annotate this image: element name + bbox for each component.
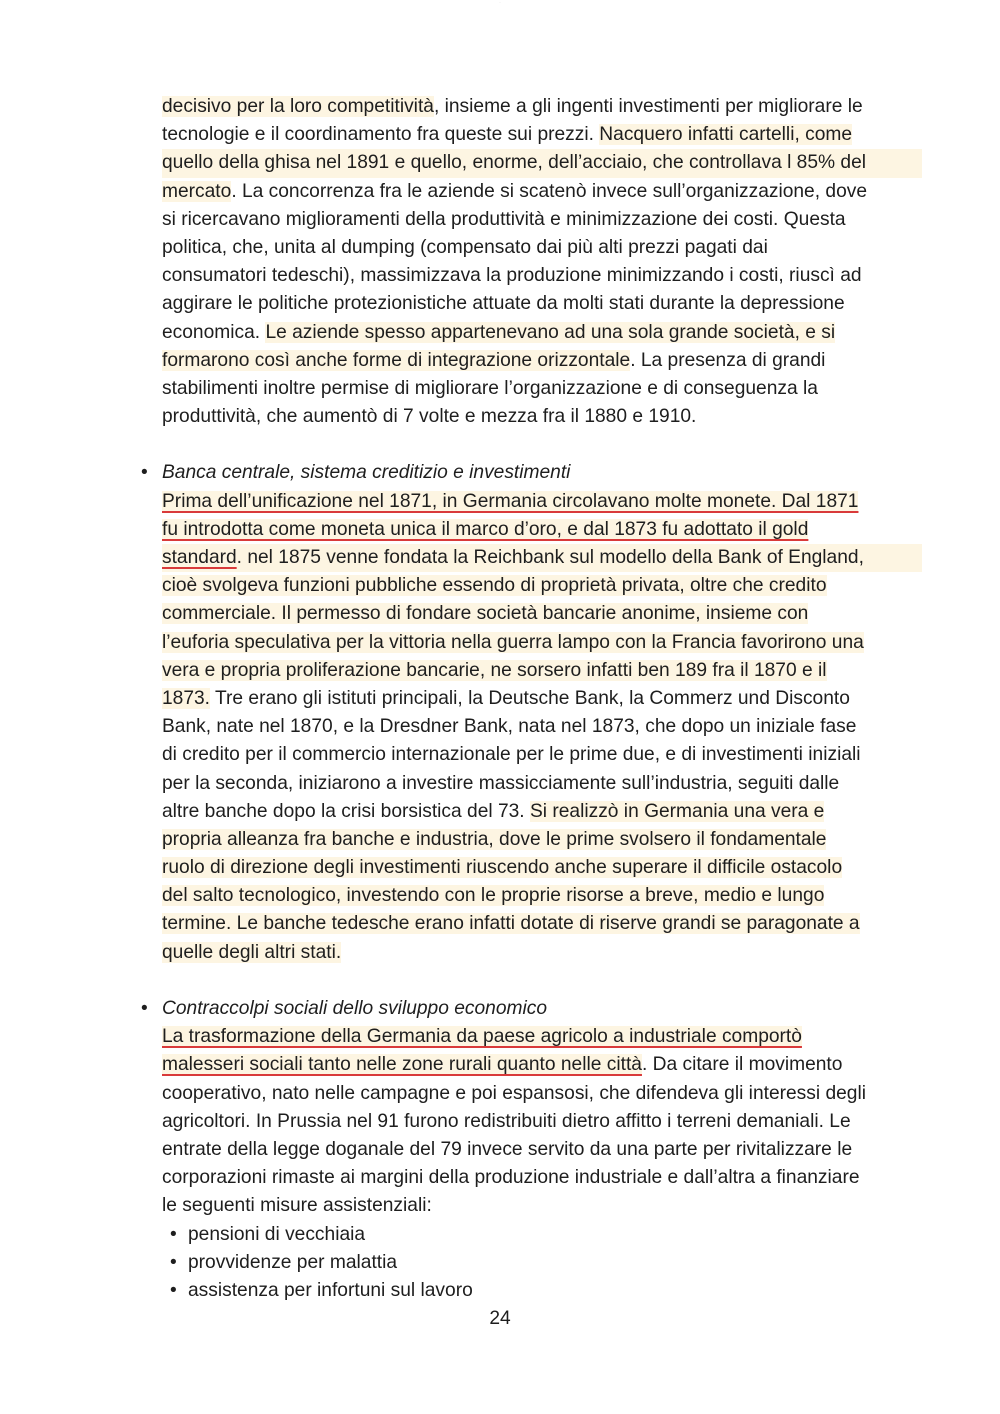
list-item-text: provvidenze per malattia	[188, 1251, 398, 1273]
text-line: per la seconda, iniziarono a investire massicciamente sull’industria, seguiti dalle	[162, 772, 840, 794]
header-mark: -	[499, 0, 501, 4]
text: Tre erano gli istituti principali, la Deutsche Bank, la Commerz und Disconto	[210, 687, 850, 709]
text-line-highlighted	[162, 544, 922, 572]
text-line: agricoltori. In Prussia nel 91 furono redistribuiti dietro affitto i terreni demaniali. Le	[162, 1110, 851, 1132]
highlight: Si realizzò in Germania una vera e	[529, 800, 825, 822]
bullet-icon: •	[141, 998, 148, 1020]
text-line	[162, 939, 922, 967]
text-line	[162, 826, 922, 854]
text-line	[162, 347, 922, 375]
section-title: Banca centrale, sistema creditizio e investimenti	[162, 462, 571, 484]
list-item-text: assistenza per infortuni sul lavoro	[188, 1279, 473, 1301]
text: . La concorrenza fra le aziende si scatenò invece sull’organizzazione, dove	[231, 180, 868, 202]
paragraph-contraccolpi	[162, 1023, 922, 1220]
text-line	[162, 488, 922, 516]
text-line	[162, 319, 922, 347]
text-line	[162, 685, 922, 713]
text-line: consumatori tedeschi), massimizzava la produzione minimizzando i costi, riuscì ad	[162, 265, 862, 287]
highlight: ruolo di direzione degli investimenti riuscendo anche superare il difficile ostacolo	[162, 857, 843, 879]
text-line	[162, 854, 922, 882]
highlight: l’euforia speculativa per la vittoria nella guerra lampo con la Francia favorirono una	[162, 631, 864, 653]
text: altre banche dopo la crisi borsistica del 73.	[162, 800, 530, 822]
text: . La presenza di grandi	[630, 349, 826, 371]
text-line: cooperativo, nato nelle campagne e poi espansosi, che difendeva gli interessi degli	[162, 1082, 866, 1104]
text: tecnologie e il coordinamento fra queste sui prezzi.	[162, 124, 600, 146]
text-line: aggirare le politiche protezionistiche attuate da molti stati durante la depressione	[162, 293, 845, 315]
text-line	[162, 572, 922, 600]
text-line: politica, che, unita al dumping (compensato dai più alti prezzi pagati dai	[162, 236, 768, 258]
text-line	[162, 1051, 922, 1079]
highlight: Nacquero infatti cartelli, come	[599, 124, 853, 146]
highlight: decisivo per la loro competitività	[162, 96, 434, 117]
underlined-highlight: Prima dell’unificazione nel 1871, in Germania circolavano molte monete. Dal 1871	[162, 490, 859, 512]
text-line	[162, 516, 922, 544]
section-heading-contraccolpi	[141, 995, 922, 1023]
text-line	[162, 882, 922, 910]
text-line: stabilimenti inoltre permise di migliorare l’organizzazione e di conseguenza la	[162, 377, 818, 399]
highlight: formarono così anche forme di integrazione orizzontale	[162, 349, 631, 371]
text: , insieme a gli ingenti investimenti per migliorare le	[433, 96, 863, 117]
text: . nel 1875 venne fondata la Reichbank sul modello della Bank of England,	[236, 547, 864, 569]
bullet-icon: •	[170, 1279, 177, 1301]
highlight: mercato	[162, 180, 232, 202]
text-line	[162, 798, 922, 826]
text-line: Bank, nate nel 1870, e la Dresdner Bank, nata nel 1873, che dopo un iniziale fase	[162, 716, 857, 738]
text-line: di credito per il commercio internazionale per le prime due, e di investimenti iniziali	[162, 744, 861, 766]
list-item	[162, 1277, 922, 1305]
underlined-highlight: fu introdotta come moneta unica il marco d’oro, e dal 1873 fu adottato il gold	[162, 518, 809, 540]
text-line	[162, 600, 922, 628]
text-line	[162, 121, 922, 149]
list-item-text: pensioni di vecchiaia	[188, 1223, 366, 1245]
bullet-icon: •	[170, 1223, 177, 1245]
welfare-measures-list	[162, 1221, 922, 1306]
section-heading-banca	[141, 459, 922, 487]
text-line: produttività, che aumentò di 7 volte e mezza fra il 1880 e 1910.	[162, 406, 697, 428]
text-line-highlighted: quello della ghisa nel 1891 e quello, enorme, dell’acciaio, che controllava l 85% del	[162, 149, 922, 177]
highlight: termine. Le banche tedesche erano infatti dotate di riserve grandi se paragonate a	[162, 913, 860, 935]
page-number: 24	[489, 1308, 511, 1329]
highlight: commerciale. Il permesso di fondare società bancarie anonime, insieme con	[162, 603, 809, 625]
text-line: entrate della legge doganale del 79 invece servito da una parte per rivitalizzare le	[162, 1138, 853, 1160]
highlight: quelle degli altri stati.	[162, 941, 342, 963]
underlined-highlight: La trasformazione della Germania da paese agricolo a industriale comportò	[162, 1026, 802, 1048]
section-title: Contraccolpi sociali dello sviluppo economico	[162, 998, 548, 1020]
text-line	[162, 910, 922, 938]
text: . Da citare il movimento	[641, 1054, 843, 1076]
bullet-icon: •	[141, 462, 148, 484]
text-line: corporazioni rimaste ai margini della produzione industriale e dall’altra a finanziare	[162, 1167, 860, 1189]
list-item	[162, 1249, 922, 1277]
highlight: cioè svolgeva funzioni pubbliche essendo di proprietà privata, oltre che credito	[162, 575, 827, 597]
highlight: vera e propria proliferazione bancarie, ne sorsero infatti ben 189 fra il 1870 e il	[162, 659, 827, 681]
paragraph-banca	[162, 488, 922, 967]
text-line	[162, 178, 922, 206]
page-content	[141, 93, 922, 1305]
paragraph-production	[162, 93, 922, 431]
text-line	[162, 657, 922, 685]
list-item	[162, 1221, 922, 1249]
underlined-highlight: malesseri sociali tanto nelle zone rurali quanto nelle città	[162, 1054, 642, 1076]
text-line: si ricercavano miglioramenti della produttività e minimizzazione dei costi. Questa	[162, 208, 846, 230]
highlight: del salto tecnologico, investendo con le proprie risorse a breve, medio e lungo	[162, 885, 825, 907]
highlight: Le aziende spesso appartenevano ad una sola grande società, e si	[265, 321, 836, 343]
underlined-text: standard	[162, 547, 237, 569]
text-line	[162, 1023, 922, 1051]
text: economica.	[162, 321, 266, 343]
highlight: 1873.	[162, 687, 211, 709]
text-line	[162, 93, 922, 121]
highlight: propria alleanza fra banche e industria, dove le prime svolsero il fondamentale	[162, 828, 827, 850]
text-line: le seguenti misure assistenziali:	[162, 1195, 432, 1217]
text-line	[162, 629, 922, 657]
bullet-icon: •	[170, 1251, 177, 1273]
